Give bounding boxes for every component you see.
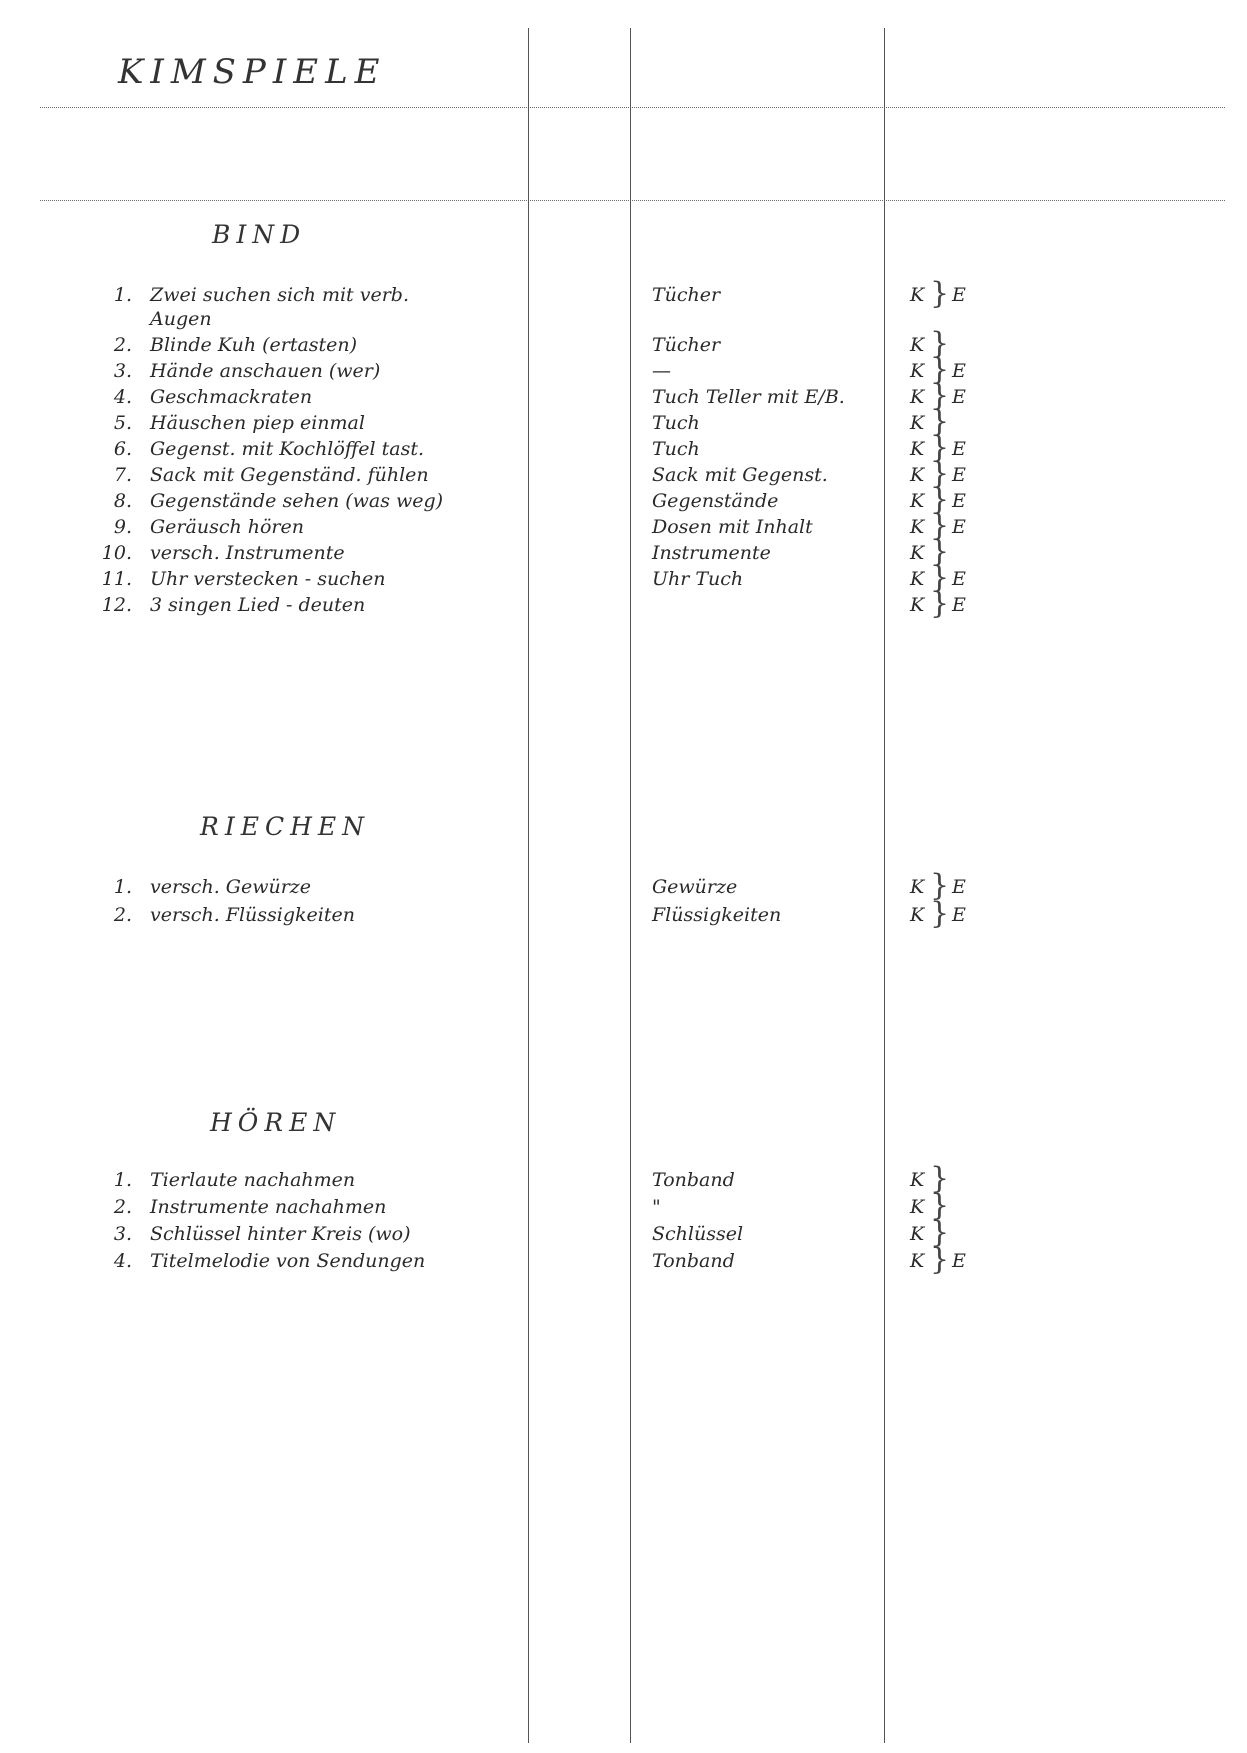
item-code: K <box>910 1169 925 1191</box>
item-description: versch. Flüssigkeiten <box>150 904 355 926</box>
list-item <box>0 534 1247 569</box>
item-description-continued: Augen <box>150 308 212 330</box>
brace-mark: } <box>930 868 950 903</box>
item-code: K <box>910 360 925 382</box>
list-item <box>0 560 1247 595</box>
brace-mark: } <box>930 482 950 517</box>
brace-mark: } <box>930 378 950 413</box>
item-material: Tonband <box>652 1250 735 1272</box>
item-number: 10. <box>101 542 132 564</box>
item-number: 4. <box>113 1250 132 1272</box>
item-code: K <box>910 568 925 590</box>
item-description: Hände anschauen (wer) <box>150 360 381 382</box>
item-code: K <box>910 542 925 564</box>
item-material: Gegenstände <box>652 490 779 512</box>
brace-mark: } <box>930 534 950 569</box>
brace-mark: } <box>930 1242 950 1277</box>
item-material: Tonband <box>652 1169 735 1191</box>
brace-mark: } <box>930 276 950 311</box>
item-number: 4. <box>113 386 132 408</box>
item-code: K <box>910 594 925 616</box>
item-group: E <box>952 568 966 590</box>
item-group: E <box>952 284 966 306</box>
item-material: " <box>652 1196 661 1218</box>
item-group: E <box>952 876 966 898</box>
item-material: Tuch <box>652 412 700 434</box>
item-number: 1. <box>113 1169 132 1191</box>
item-description: Geschmackraten <box>150 386 313 408</box>
item-group: E <box>952 1250 966 1272</box>
item-description: Schlüssel hinter Kreis (wo) <box>150 1223 411 1245</box>
item-material: Tücher <box>652 284 721 306</box>
item-description: Gegenst. mit Kochlöffel tast. <box>150 438 425 460</box>
brace-mark: } <box>930 586 950 621</box>
item-description: Blinde Kuh (ertasten) <box>150 334 358 356</box>
item-description: Uhr verstecken - suchen <box>150 568 386 590</box>
item-description: 3 singen Lied - deuten <box>150 594 366 616</box>
item-code: K <box>910 284 925 306</box>
item-code: K <box>910 386 925 408</box>
list-item <box>0 430 1247 465</box>
item-number: 12. <box>101 594 132 616</box>
item-material: Instrumente <box>652 542 771 564</box>
list-item <box>0 404 1247 439</box>
item-material: Gewürze <box>652 876 738 898</box>
item-description: versch. Gewürze <box>150 876 312 898</box>
item-code: K <box>910 334 925 356</box>
item-description: versch. Instrumente <box>150 542 345 564</box>
item-material: Uhr Tuch <box>652 568 744 590</box>
item-material: Tuch Teller mit E/B. <box>652 386 845 408</box>
item-number: 9. <box>113 516 132 538</box>
item-number: 6. <box>113 438 132 460</box>
section-title-riechen: RIECHEN <box>200 812 371 841</box>
item-code: K <box>910 412 925 434</box>
brace-mark: } <box>930 1161 950 1196</box>
item-number: 2. <box>113 904 132 926</box>
section-title-hoeren: HÖREN <box>210 1108 342 1137</box>
brace-mark: } <box>930 352 950 387</box>
item-code: K <box>910 1196 925 1218</box>
item-number: 2. <box>113 1196 132 1218</box>
list-item <box>0 378 1247 413</box>
brace-mark: } <box>930 326 950 361</box>
header-rule-top <box>40 107 1225 108</box>
item-code: K <box>910 490 925 512</box>
list-item <box>0 352 1247 387</box>
list-item <box>0 896 1247 931</box>
item-group: E <box>952 904 966 926</box>
brace-mark: } <box>930 430 950 465</box>
item-group: E <box>952 594 966 616</box>
item-material: Flüssigkeiten <box>652 904 782 926</box>
item-material: Dosen mit Inhalt <box>652 516 813 538</box>
brace-mark: } <box>930 1188 950 1223</box>
brace-mark: } <box>930 560 950 595</box>
item-group: E <box>952 386 966 408</box>
item-code: K <box>910 438 925 460</box>
header-rule-bottom <box>40 200 1225 201</box>
brace-mark: } <box>930 896 950 931</box>
item-code: K <box>910 1250 925 1272</box>
item-description: Sack mit Gegenständ. fühlen <box>150 464 429 486</box>
list-item <box>0 868 1247 903</box>
item-material: Tuch <box>652 438 700 460</box>
brace-mark: } <box>930 404 950 439</box>
page-title: KIMSPIELE <box>118 52 387 92</box>
list-item <box>0 482 1247 517</box>
brace-mark: } <box>930 508 950 543</box>
item-description: Häuschen piep einmal <box>150 412 365 434</box>
item-description: Gegenstände sehen (was weg) <box>150 490 444 512</box>
item-material: — <box>652 360 671 382</box>
item-code: K <box>910 516 925 538</box>
list-item <box>0 326 1247 361</box>
list-item <box>0 586 1247 621</box>
list-item <box>0 276 1247 330</box>
item-code: K <box>910 876 925 898</box>
item-number: 1. <box>113 284 132 306</box>
item-number: 5. <box>113 412 132 434</box>
item-material: Sack mit Gegenst. <box>652 464 828 486</box>
item-description: Geräusch hören <box>150 516 304 538</box>
section-title-bind: BIND <box>212 220 307 249</box>
item-number: 1. <box>113 876 132 898</box>
item-material: Schlüssel <box>652 1223 744 1245</box>
item-number: 3. <box>113 1223 132 1245</box>
item-group: E <box>952 516 966 538</box>
brace-mark: } <box>930 456 950 491</box>
brace-mark: } <box>930 1215 950 1250</box>
item-group: E <box>952 438 966 460</box>
item-code: K <box>910 464 925 486</box>
item-number: 2. <box>113 334 132 356</box>
list-item <box>0 1215 1247 1250</box>
item-number: 8. <box>113 490 132 512</box>
item-group: E <box>952 490 966 512</box>
item-group: E <box>952 360 966 382</box>
item-description: Zwei suchen sich mit verb. <box>150 284 409 306</box>
item-number: 7. <box>113 464 132 486</box>
item-description: Titelmelodie von Sendungen <box>150 1250 426 1272</box>
item-code: K <box>910 904 925 926</box>
item-number: 11. <box>101 568 132 590</box>
item-number: 3. <box>113 360 132 382</box>
item-code: K <box>910 1223 925 1245</box>
item-group: E <box>952 464 966 486</box>
list-item <box>0 1242 1247 1277</box>
list-item <box>0 1188 1247 1223</box>
item-description: Tierlaute nachahmen <box>150 1169 356 1191</box>
item-description: Instrumente nachahmen <box>150 1196 387 1218</box>
item-material: Tücher <box>652 334 721 356</box>
list-item <box>0 1161 1247 1196</box>
list-item <box>0 456 1247 491</box>
list-item <box>0 508 1247 543</box>
